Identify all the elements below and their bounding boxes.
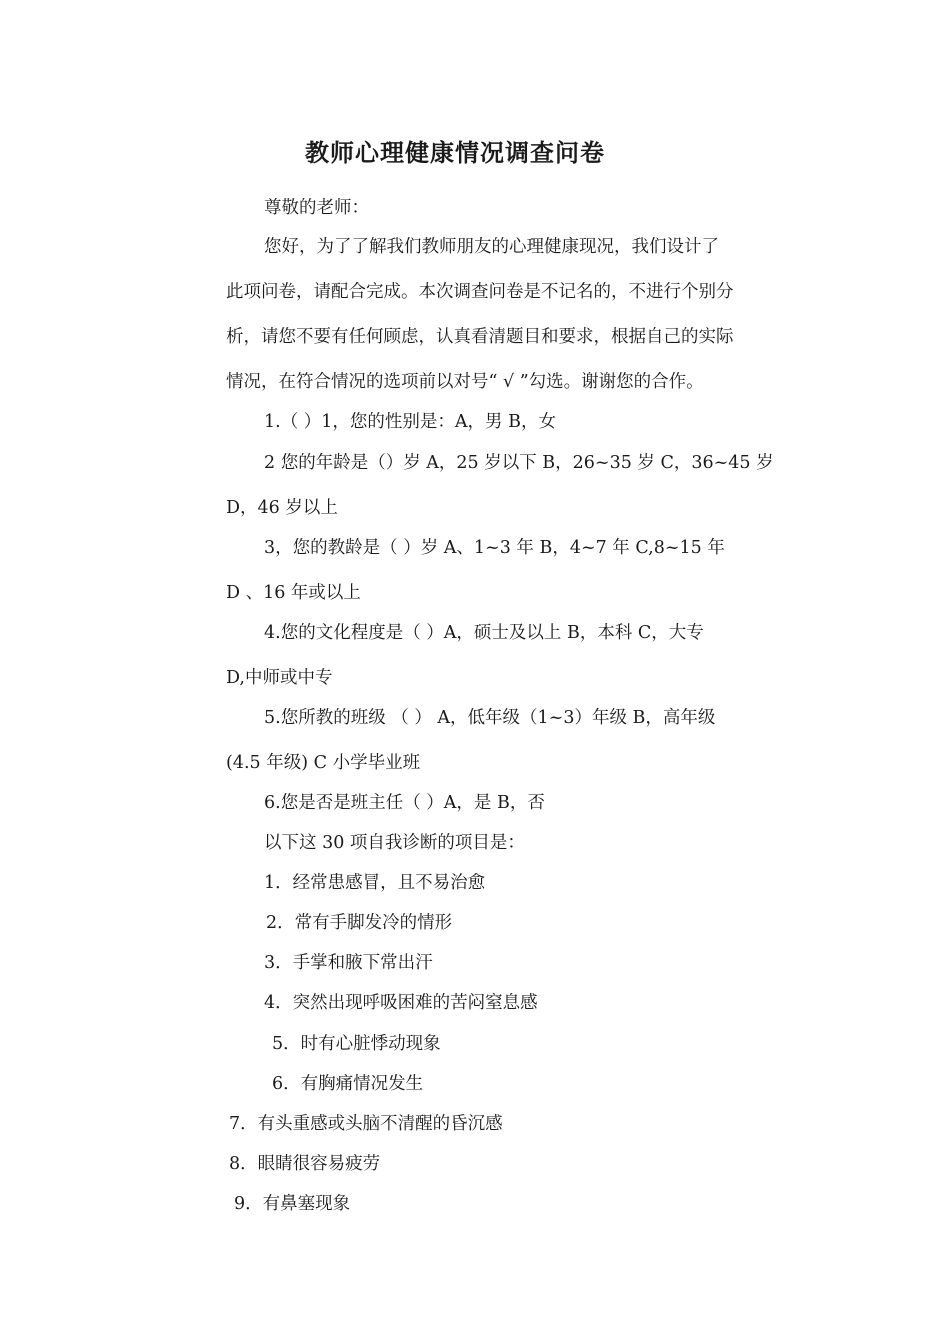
intro-line: 您好，为了了解我们教师朋友的心理健康现况，我们设计了	[264, 237, 719, 257]
question-education-continued: D,中师或中专	[226, 668, 333, 688]
intro-line: 情况，在符合情况的选项前以对号“ √ ”勾选。谢谢您的合作。	[226, 372, 704, 392]
list-item: 9．有鼻塞现象	[234, 1194, 351, 1214]
list-item: 5．时有心脏悸动现象	[272, 1034, 441, 1054]
list-item: 4．突然出现呼吸困难的苦闷窒息感	[264, 993, 538, 1013]
section-intro: 以下这 30 项自我诊断的项目是：	[264, 833, 525, 853]
list-item: 6．有胸痛情况发生	[272, 1074, 424, 1094]
intro-line: 此项问卷，请配合完成。本次调查问卷是不记名的，不进行个别分	[226, 282, 734, 302]
intro-line: 析，请您不要有任何顾虑，认真看清题目和要求，根据自己的实际	[226, 327, 734, 347]
question-age-continued: D，46 岁以上	[226, 498, 338, 518]
question-class: 5.您所教的班级 （ ） A，低年级（1~3）年级 B，高年级	[264, 708, 716, 728]
list-item: 3．手掌和腋下常出汗	[264, 953, 433, 973]
question-gender: 1.（ ）1，您的性别是：A，男 B，女	[264, 412, 556, 432]
question-age: 2 您的年龄是（）岁 A，25 岁以下 B，26~35 岁 C，36~45 岁	[264, 453, 774, 473]
greeting: 尊敬的老师：	[264, 198, 369, 218]
question-head-teacher: 6.您是否是班主任（ ）A，是 B，否	[264, 793, 545, 813]
question-teaching-years-continued: D 、16 年或以上	[226, 583, 361, 603]
question-class-continued: (4.5 年级) C 小学毕业班	[226, 753, 421, 773]
list-item: 1．经常患感冒，且不易治愈	[264, 873, 486, 893]
question-teaching-years: 3，您的教龄是（ ）岁 A、1~3 年 B，4~7 年 C,8~15 年	[264, 538, 725, 558]
list-item: 2．常有手脚发冷的情形	[266, 913, 453, 933]
question-education: 4.您的文化程度是（ ）A，硕士及以上 B，本科 C，大专	[264, 623, 704, 643]
document-title: 教师心理健康情况调查问卷	[305, 139, 605, 167]
list-item: 7．有头重感或头脑不清醒的昏沉感	[229, 1114, 503, 1134]
list-item: 8．眼睛很容易疲劳	[229, 1154, 381, 1174]
